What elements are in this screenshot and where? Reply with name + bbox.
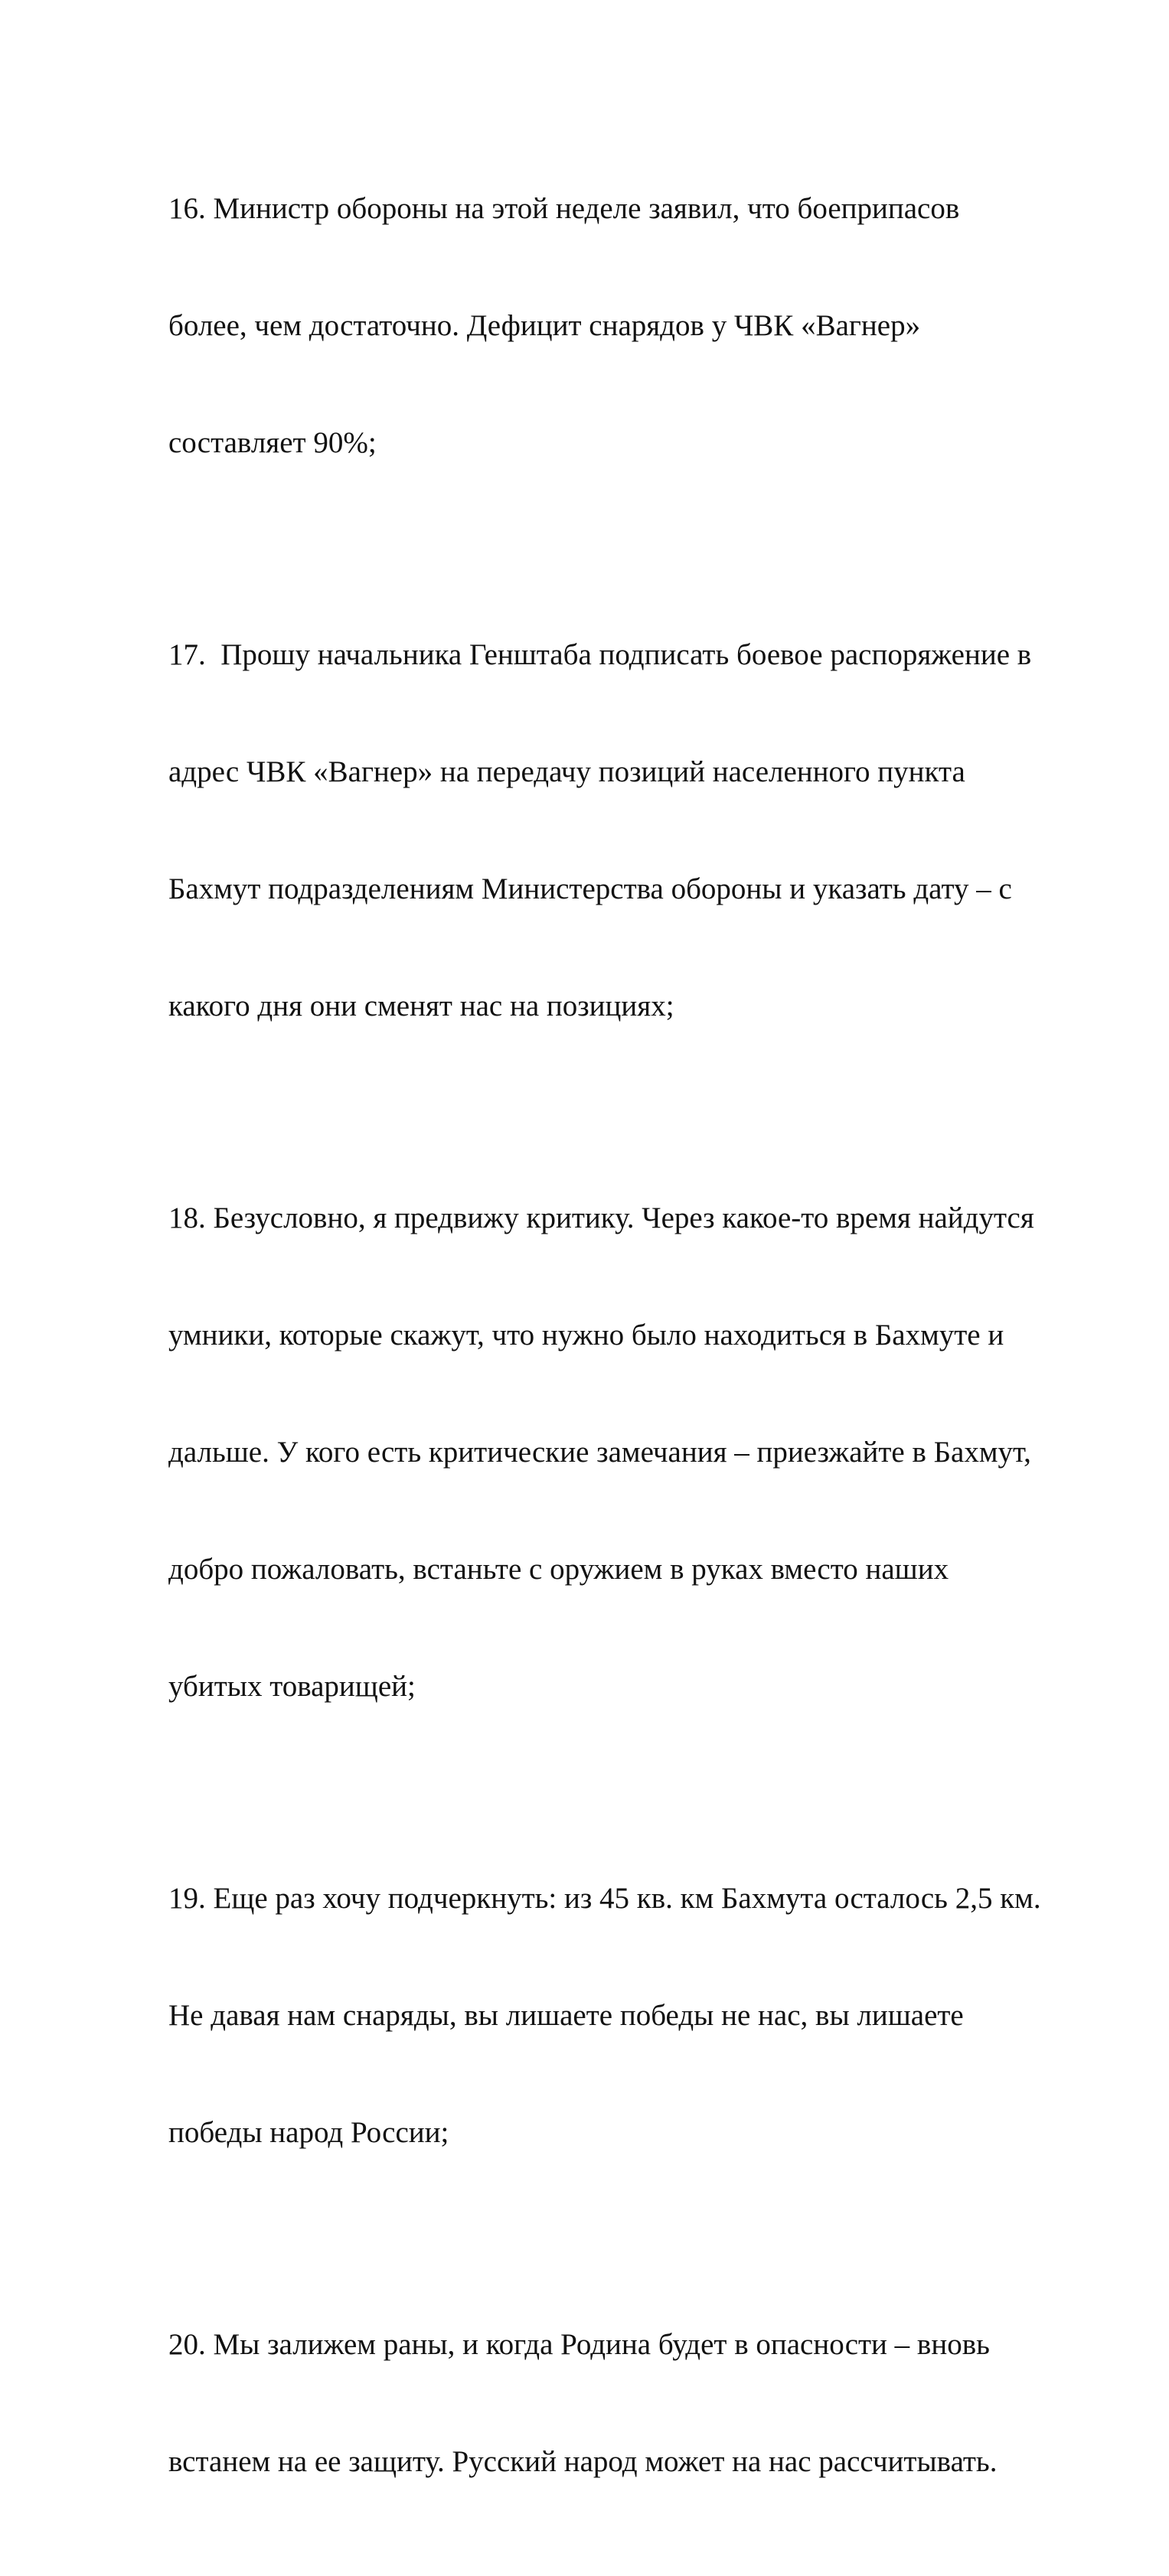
paragraph-line: умники, которые скажут, что нужно было находиться в Бахмуте и (168, 1319, 1004, 1352)
paragraph-line: победы народ России; (168, 2116, 449, 2149)
paragraph-line: адрес ЧВК «Вагнер» на передачу позиций населенного пункта (168, 755, 965, 788)
document-body (168, 111, 1102, 2576)
paragraph-line: встанем на ее защиту. Русский народ может на нас рассчитывать. (168, 2445, 998, 2478)
paragraph-17 (168, 557, 1102, 1104)
paragraph-line: добро пожаловать, встаньте с оружием в руках вместо наших (168, 1553, 949, 1586)
paragraph-line: какого дня они сменят нас на позициях; (168, 990, 674, 1022)
paragraph-line: составляет 90%; (168, 426, 377, 459)
paragraph-line: Бахмут подразделениям Министерства обороны и указать дату – с (168, 872, 1012, 905)
paragraph-line: 19. Еще раз хочу подчеркнуть: из 45 кв. км Бахмута осталось 2,5 км. (168, 1882, 1041, 1915)
paragraph-19 (168, 1801, 1102, 2230)
paragraph-line: убитых товарищей; (168, 1670, 416, 1703)
paragraph-line: более, чем достаточно. Дефицит снарядов у ЧВК «Вагнер» (168, 309, 921, 342)
paragraph-18 (168, 1120, 1102, 1784)
paragraph-line: дальше. У кого есть критические замечания – приезжайте в Бахмут, (168, 1436, 1031, 1469)
paragraph-line: Не давая нам снаряды, вы лишаете победы не нас, вы лишаете (168, 1999, 964, 2032)
paragraph-line: 20. Мы залижем раны, и когда Родина будет в опасности – вновь (168, 2328, 990, 2361)
paragraph-line: 17. Прошу начальника Генштаба подписать боевое распоряжение в (168, 638, 1032, 671)
paragraph-20 (168, 2247, 1102, 2559)
paragraph-line: 18. Безусловно, я предвижу критику. Через какое-то время найдутся (168, 1202, 1034, 1234)
paragraph-16 (168, 111, 1102, 540)
paragraph-line: 16. Министр обороны на этой неделе заявил, что боеприпасов (168, 192, 960, 225)
